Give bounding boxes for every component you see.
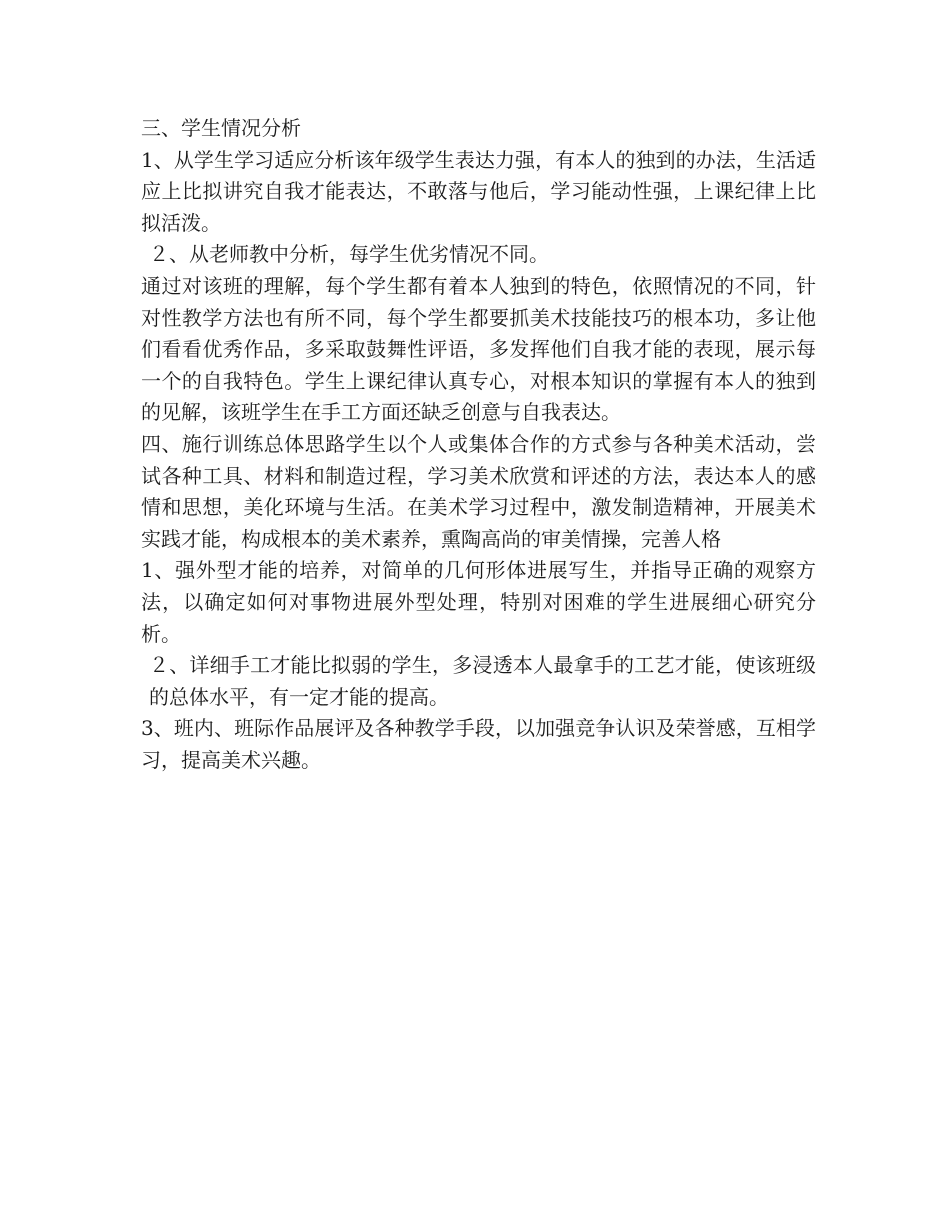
paragraph-shape-ability: 1、强外型才能的培养，对简单的几何形体进展写生，并指导正确的观察方法，以确定如何对事物进展外型处理，特别对困难的学生进展细心研究分析。 bbox=[141, 558, 816, 646]
paragraph-handcraft-ability: ２、详细手工才能比拟弱的学生，多浸透本人最拿手的工艺才能，使该班级的总体水平，有一定才能的提高。 bbox=[149, 653, 816, 709]
paragraph-class-understanding: 通过对该班的理解，每个学生都有着本人独到的特色，依照情况的不同，针对性教学方法也有所不同，每个学生都要抓美术技能技巧的根本功，多让他们看看优秀作品，多采取鼓舞性评语，多发挥他们自我才能的表现，展示每一个的自我特色。学生上课纪律认真专心，对根本知识的掌握有本人的独到的见解，该班学生在手工方面还缺乏创意与自我表达。 bbox=[141, 273, 816, 425]
document-body bbox=[141, 113, 816, 776]
paragraph-training-approach: 四、施行训练总体思路学生以个人或集体合作的方式参与各种美术活动，尝试各种工具、材料和制造过程，学习美术欣赏和评述的方法，表达本人的感情和思想，美化环境与生活。在美术学习过程中，激发制造精神，开展美术实践才能，构成根本的美术素养，熏陶高尚的审美情操，完善人格 bbox=[141, 431, 816, 551]
section-heading-student-analysis: 三、学生情况分析 bbox=[141, 116, 301, 140]
paragraph-exhibition: 3、班内、班际作品展评及各种教学手段，以加强竞争认识及荣誉感，互相学习，提高美术兴趣。 bbox=[141, 716, 816, 772]
paragraph-teacher-analysis: ２、从老师教中分析，每学生优劣情况不同。 bbox=[149, 242, 549, 267]
paragraph-learning-adaptation: 1、从学生学习适应分析该年级学生表达力强，有本人的独到的办法，生活适应上比拟讲究自我才能表达，不敢落与他后，学习能动性强，上课纪律上比拟活泼。 bbox=[141, 147, 816, 235]
